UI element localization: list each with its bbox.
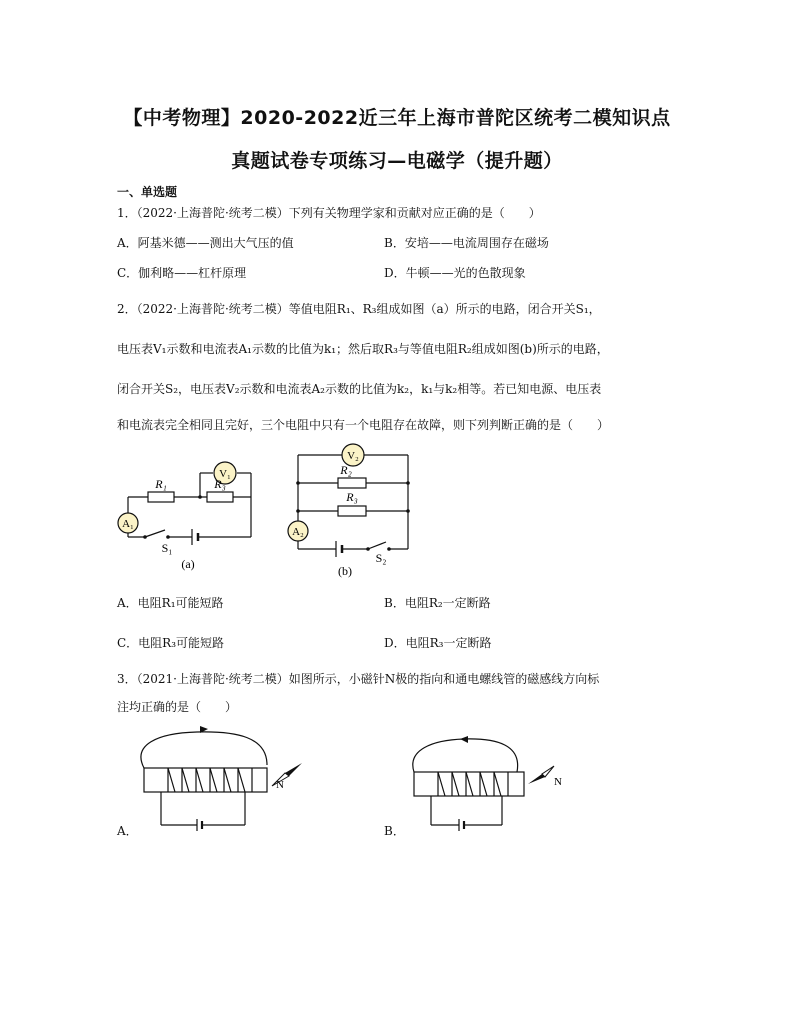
ammeter-a2-label: A₂ [292, 526, 304, 538]
switch-s2-label: S₂ [375, 551, 387, 565]
compass-needle-icon [528, 766, 554, 784]
q3-stem-line2: 注均正确的是（ ） [117, 700, 238, 714]
resistor-r2-label: R₂ [340, 463, 352, 477]
circuit-diagram-b [283, 443, 418, 583]
figure-b-caption: (b) [338, 564, 352, 578]
resistor-r3-label: R₃ [346, 490, 358, 504]
q1-option-a[interactable]: A．阿基米德——测出大气压的值 [117, 236, 294, 250]
ammeter-a1-label: A₁ [122, 518, 134, 530]
solenoid-figure-b [402, 730, 577, 840]
circuit-diagram-a [110, 455, 270, 580]
resistor-r1-label: R₁ [155, 477, 167, 491]
q1-stem: 1．（2022·上海普陀·统考二模）下列有关物理学家和贡献对应正确的是（ ） [117, 206, 541, 220]
voltmeter-v2-label: V₂ [347, 450, 359, 462]
switch-s1-label: S₁ [161, 541, 173, 555]
page-title-line1: 【中考物理】2020-2022近三年上海市普陀区统考二模知识点 [123, 107, 671, 129]
q3-stem-line1: 3．（2021·上海普陀·统考二模）如图所示，小磁针N极的指向和通电螺线管的磁感线方向标 [117, 672, 600, 686]
q2-option-d[interactable]: D．电阻R₃一定断路 [384, 636, 492, 650]
needle-n-label: N [554, 776, 562, 788]
section-heading: 一、单选题 [117, 185, 178, 199]
page-title-line2: 真题试卷专项练习—电磁学（提升题） [231, 150, 563, 172]
q3-option-b[interactable]: B． [384, 824, 405, 838]
resistor-r3-label: R₃ [214, 477, 226, 491]
q2-stem-line1: 2．（2022·上海普陀·统考二模）等值电阻R₁、R₃组成如图（a）所示的电路，闭合开关S₁， [117, 302, 601, 316]
voltmeter-v1-label: V₁ [219, 468, 231, 480]
q2-stem-line4: 和电流表完全相同且完好，三个电阻中只有一个电阻存在故障，则下列判断正确的是（ ） [117, 418, 610, 432]
q3-option-a[interactable]: A． [117, 824, 138, 838]
q1-option-d[interactable]: D．牛顿——光的色散现象 [384, 266, 526, 280]
figure-a-caption: (a) [181, 557, 195, 571]
q2-option-c[interactable]: C．电阻R₃可能短路 [117, 636, 225, 650]
q2-option-a[interactable]: A．电阻R₁可能短路 [117, 596, 224, 610]
q2-stem-line3: 闭合开关S₂，电压表V₂示数和电流表A₂示数的比值为k₂，k₁与k₂相等。若已知电源、电压表 [117, 382, 602, 396]
q2-option-b[interactable]: B．电阻R₂一定断路 [384, 596, 491, 610]
needle-n-label: N [276, 779, 284, 791]
q1-option-c[interactable]: C．伽利略——杠杆原理 [117, 266, 247, 280]
solenoid-figure-a [132, 725, 307, 835]
q1-option-b[interactable]: B．安培——电流周围存在磁场 [384, 236, 549, 250]
q2-stem-line2: 电压表V₁示数和电流表A₁示数的比值为k₁；然后取R₃与等值电阻R₂组成如图(b)所示的电路， [117, 342, 609, 356]
